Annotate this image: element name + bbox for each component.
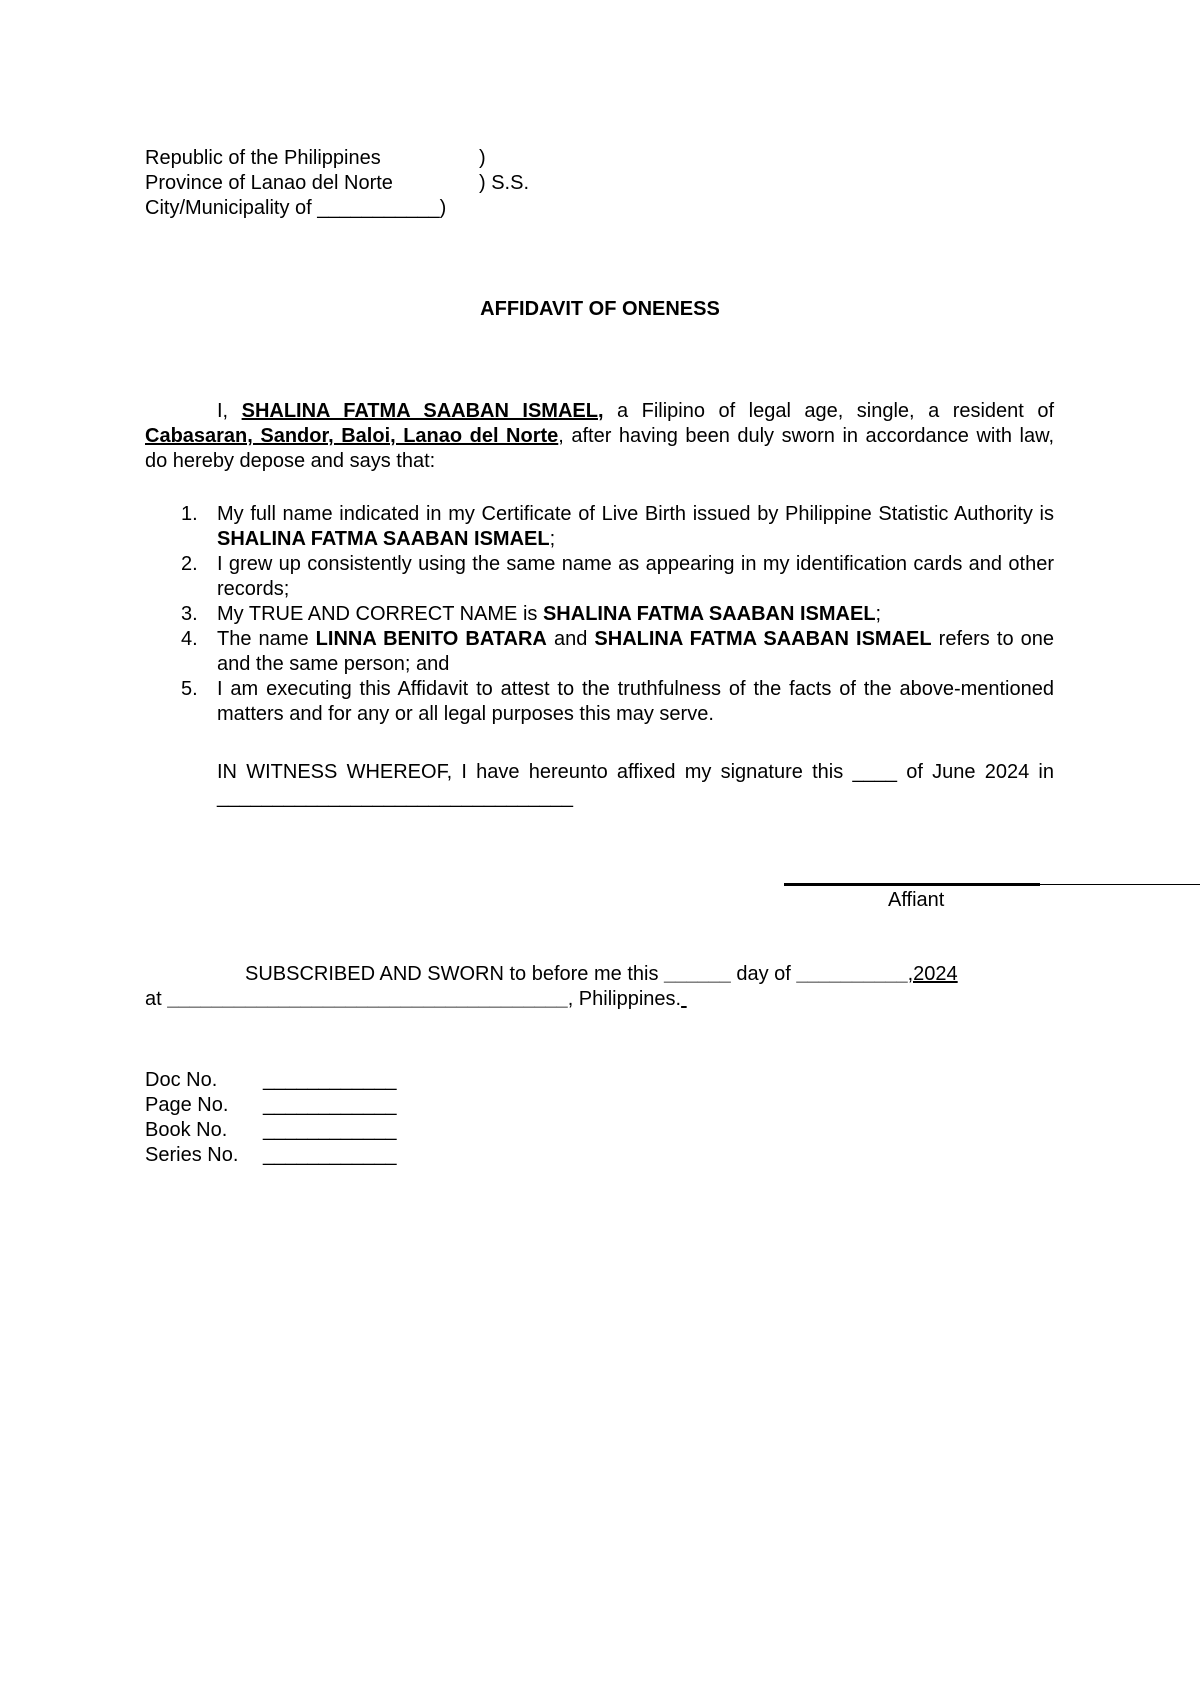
item-text: My full name indicated in my Certificate of Live Birth issued by Philippine Statistic Authority is — [217, 503, 1054, 525]
venue-paren-1: ) — [479, 147, 486, 169]
affiant-signature-line — [784, 883, 1040, 886]
affiant-signature-line-ext — [1040, 884, 1200, 885]
notary-row-doc — [145, 1068, 396, 1093]
book-no-label: Book No. — [145, 1119, 228, 1141]
item-former-name: LINNA BENITO BATARA — [315, 628, 547, 650]
document-title: AFFIDAVIT OF ONENESS — [480, 298, 720, 320]
item-text-end: ; — [549, 528, 556, 550]
book-no-blank: ____________ — [263, 1119, 397, 1141]
affiant-name: SHALINA FATMA SAABAN ISMAEL — [241, 400, 598, 422]
doc-no-blank: ____________ — [263, 1069, 397, 1091]
list-item — [145, 677, 1054, 727]
intro-text-1: a Filipino of legal age, single, a resident of — [603, 400, 1055, 422]
item-text-end: ; — [875, 603, 882, 625]
venue-city-blank: ___________ — [317, 197, 440, 219]
list-number: 3. — [181, 603, 198, 625]
venue-line-3 — [145, 196, 446, 221]
list-number: 1. — [181, 503, 198, 525]
witness-text-2: of June 2024 in — [896, 761, 1054, 783]
list-number: 2. — [181, 553, 198, 575]
witness-day-blank: ____ — [852, 761, 897, 783]
page-no-blank: ____________ — [263, 1094, 397, 1116]
jurat-day-blank: ______ — [664, 963, 731, 985]
doc-no-label: Doc No. — [145, 1069, 218, 1091]
item-name: SHALINA FATMA SAABAN ISMAEL — [594, 628, 932, 650]
jurat-year: ,2024 — [907, 963, 958, 985]
jurat-at: at — [145, 988, 168, 1010]
item-text: My TRUE AND CORRECT NAME is — [217, 603, 543, 625]
jurat-paragraph — [145, 962, 1054, 1012]
affiant-name-comma: , — [597, 400, 604, 422]
jurat-text-3: , Philippines. — [567, 988, 682, 1010]
venue-province: Province of Lanao del Norte — [145, 172, 393, 194]
list-item — [145, 627, 1054, 677]
depositions-list — [145, 502, 1054, 727]
list-number: 4. — [181, 628, 198, 650]
item-text-end: refers to one and the same person; and — [217, 628, 1055, 675]
notary-row-book — [145, 1118, 396, 1143]
intro-paragraph — [145, 399, 1054, 474]
witness-text-1: IN WITNESS WHEREOF, I have hereunto affixed my signature this — [217, 761, 853, 783]
notary-row-series — [145, 1143, 396, 1168]
venue-paren-3: ) — [439, 197, 447, 219]
affiant-address: Cabasaran, Sandor, Baloi, Lanao del Norte — [145, 425, 559, 447]
venue-line-1 — [145, 146, 381, 171]
jurat-place-blank: ____________________________________ — [167, 988, 568, 1010]
list-number: 5. — [181, 678, 198, 700]
page-no-label: Page No. — [145, 1094, 229, 1116]
venue-line-2 — [145, 171, 393, 196]
notary-row-page — [145, 1093, 396, 1118]
venue-ss: ) S.S. — [479, 172, 530, 194]
venue-city-label: City/Municipality of — [145, 197, 312, 219]
item-text: I am executing this Affidavit to attest to the truthfulness of the facts of the above-mentioned matters and for any or all legal purposes this may serve. — [217, 678, 1054, 725]
affiant-label: Affiant — [888, 889, 945, 911]
venue-country: Republic of the Philippines — [145, 147, 381, 169]
intro-text-2: , after having been duly sworn in accordance with law, do hereby depose and says that: — [145, 425, 1055, 472]
item-text-and: and — [546, 628, 595, 650]
item-text: The name — [217, 628, 316, 650]
item-name: SHALINA FATMA SAABAN ISMAEL — [217, 528, 550, 550]
list-item — [145, 602, 1054, 627]
witness-place-blank: ________________________________ — [217, 786, 573, 808]
item-text: I grew up consistently using the same name as appearing in my identification cards and other records; — [217, 553, 1054, 600]
witness-paragraph — [217, 760, 1054, 810]
jurat-month-blank: __________ — [796, 963, 908, 985]
series-no-label: Series No. — [145, 1144, 239, 1166]
list-item — [145, 502, 1054, 552]
jurat-text-1: SUBSCRIBED AND SWORN to before me this — [245, 963, 665, 985]
jurat-text-2: day of — [730, 963, 797, 985]
jurat-trail — [681, 988, 687, 1010]
list-item — [145, 552, 1054, 602]
intro-lead: I, — [217, 400, 242, 422]
notarial-register — [145, 1068, 396, 1168]
item-name: SHALINA FATMA SAABAN ISMAEL — [542, 603, 876, 625]
series-no-blank: ____________ — [263, 1144, 397, 1166]
